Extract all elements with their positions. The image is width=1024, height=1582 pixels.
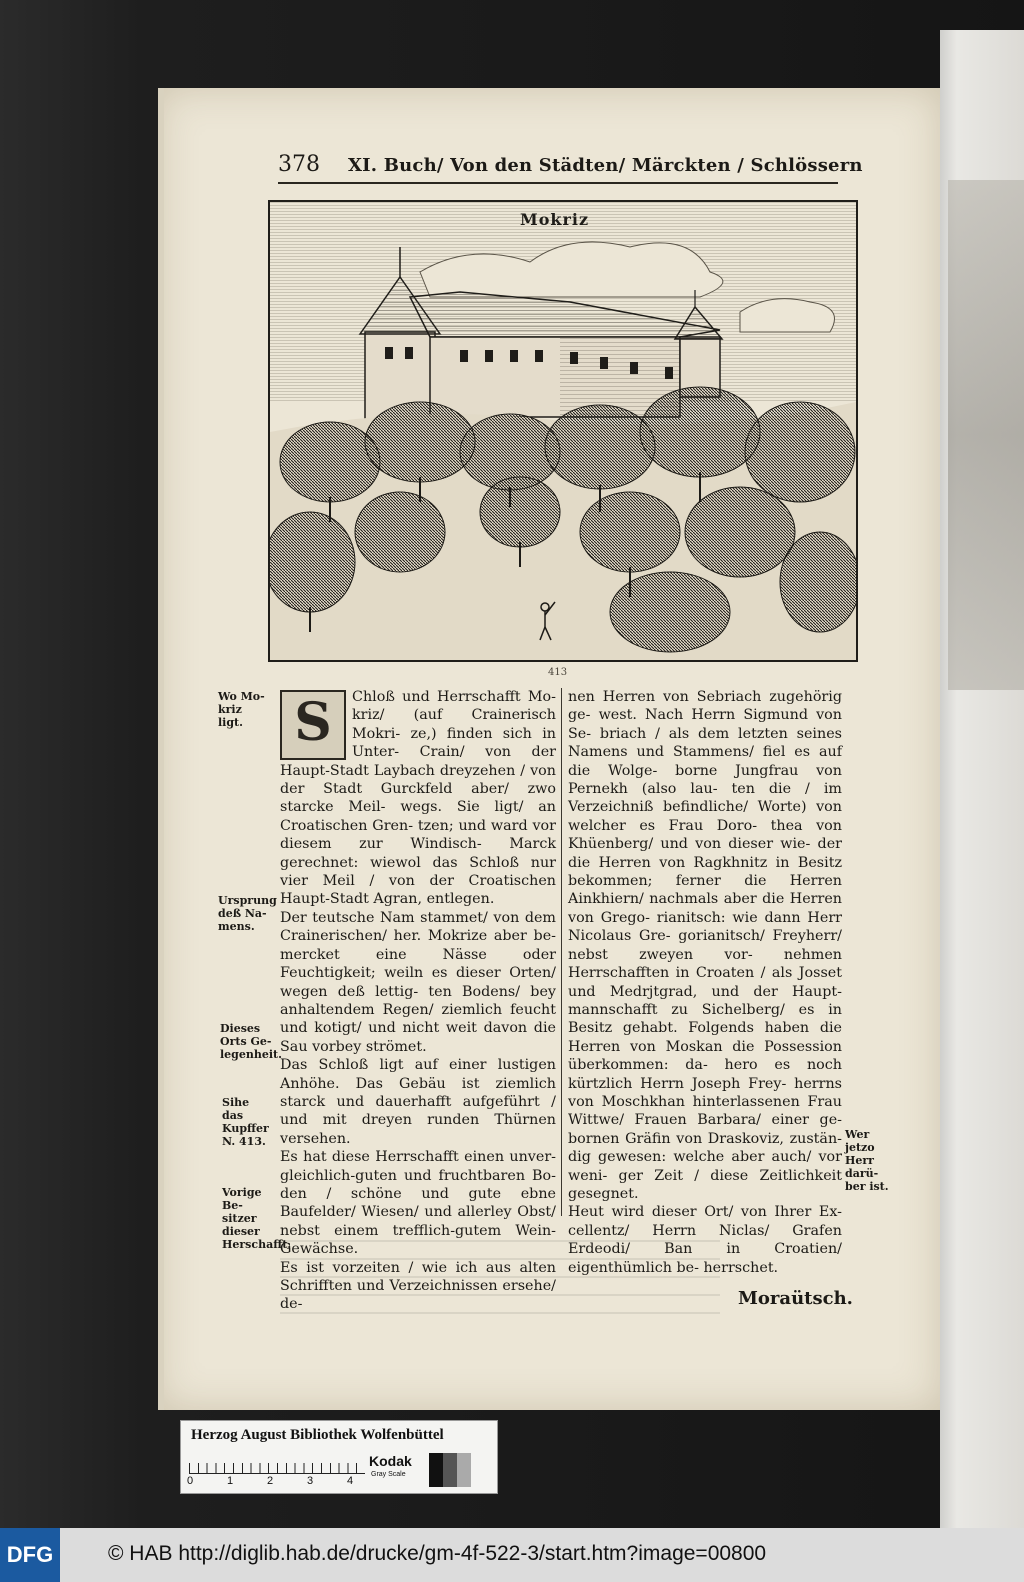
library-name: Herzog August Bibliothek Wolfenbüttel	[191, 1427, 444, 1443]
scale-ruler	[189, 1453, 365, 1474]
paragraph: Chloß und Herrschafft Mo- kriz/ (auf Crainerisch Mokri- ze,) finden sich in Unter- Crain/ von der Haupt-Stadt Laybach dreyzehen / von der Stadt Gurckfeld aber/ zwo starcke Meil- wegs. Sie ligt/ an Croatischen Gren- tzen; und ward vor diesem zur Windisch- Marck gerechnet: wiewol das Schloß nur vier Meil / von der Croatischen Haupt-Stadt Agran, entlegen.	[280, 689, 556, 908]
marginal-note-see-plate: Sihe das Kupffer N. 413.	[222, 1096, 269, 1148]
footer-bar	[0, 1528, 1024, 1582]
facing-page-image-bleed	[948, 180, 1024, 690]
page-left-edge	[158, 88, 164, 1410]
ruler-number: 1	[227, 1475, 234, 1487]
paragraph: Es hat diese Herrschafft einen unver- gleichlich-guten und fruchtbaren Bo- den / schöne und gute ebne Baufelder/ Wiesen/ und allerley Obst/ nebst einem trefflich-gutem Wein-Gewächse.	[280, 1149, 556, 1258]
dfg-logo: DFG	[0, 1528, 60, 1582]
catchword: Moraütsch.	[738, 1288, 853, 1309]
marginal-note-location: Wo Mo- kriz ligt.	[218, 690, 265, 729]
plate-number: 413	[548, 667, 568, 678]
gray-patches	[429, 1453, 485, 1487]
marginal-note-current-owner: Wer jetzo Herr darü- ber ist.	[845, 1128, 889, 1193]
paragraph: Es ist vorzeiten / wie ich aus alten Schrifften und Verzeichnissen ersehe/ de-	[280, 1259, 556, 1313]
paragraph: Der teutsche Nam stammet/ von dem Crainerischen/ her. Mokrize aber be- mercket eine Nässe oder Feuchtigkeit; weiln es dieser Orten/ wegen deß lettig- ten Bodens/ bey anhaltendem Regen/ ziemlich feucht und kotigt/ und nicht weit davon die Sau vorbey strömet.	[280, 909, 556, 1055]
ruler-number: 0	[187, 1475, 194, 1487]
header-rule	[278, 182, 838, 184]
kodak-label: Kodak	[369, 1453, 412, 1469]
marginal-note-origin-of-name: Ursprung deß Na- mens.	[218, 894, 277, 933]
ruler-number: 2	[267, 1475, 274, 1487]
paragraph: Das Schloß ligt auf einer lustigen Anhöhe. Das Gebäu ist ziemlich starck und dauerhafft aufgeführt / und mit dreyen runden Thürnen versehen.	[280, 1057, 556, 1147]
ruler-number: 4	[347, 1475, 354, 1487]
page-number: 378	[278, 152, 320, 177]
castle-engraving	[268, 200, 858, 662]
ruler-number: 3	[307, 1475, 314, 1487]
page-header	[278, 150, 863, 180]
facing-page-edge	[940, 30, 1024, 1530]
plate-title: Mokriz	[520, 210, 590, 229]
paragraph: Heut wird dieser Ort/ von Ihrer Ex- cellentz/ Herrn Niclas/ Grafen Erdeodi/ Ban in Croatien/ eigenthümlich be- herrschet.	[568, 1204, 842, 1276]
show-through-text	[280, 1240, 720, 1320]
text-column-left	[280, 688, 556, 1314]
marginal-note-situation: Dieses Orts Ge- legenheit.	[220, 1022, 282, 1061]
color-calibration-bar	[180, 1420, 498, 1494]
running-head: XI. Buch/ Von den Städten/ Märckten / Schlössern	[348, 155, 863, 176]
column-divider	[561, 688, 562, 1216]
footer-citation-link[interactable]: © HAB http://diglib.hab.de/drucke/gm-4f-522-3/start.htm?image=00800	[108, 1542, 767, 1565]
decorated-initial: S	[280, 690, 346, 760]
paragraph: nen Herren von Sebriach zugehörig ge- west. Nach Herrn Sigmund von Se- briach / als dem letzten seines Namens und Stammens/ fiel es auf die Wolge- borne Jungfrau von Pernekh (also lau- ten die / im Verzeichniß befindliche/ Worte) von welcher es Frau Doro- thea von Khüenberg/ und von dieser wie- der die Herren von Ragkhnitz in Besitz bekommen; ferner die Herren Ainkhiern/ nachmals aber die Herren von Grego- rianitsch: wie dann Herr Nicolaus Gre- gorianitsch/ Freyherr/ nebst zweyen vor- nehmen Herrschafften in Croaten / als Josset und Medrjtgrad, und der Haupt- mannschafft zu Sichelberg/ es in Besitz gehabt. Folgends haben die Herren von Moskan die Possession überkommen: da- hero es noch kürtzlich Herrn Joseph Frey- herrns von Moschkhan hinterlassenen Frau Wittwe/ Frauen Barbara/ einer ge- bornen Gräfin von Draskoviz, zustän- dig gewesen: welche aber auch/ vor weni- ger Zeit / diese Zeitlichkeit gesegnet.	[568, 689, 842, 1202]
marginal-note-former-owners: Vorige Be- sitzer dieser Herschafft.	[222, 1186, 292, 1251]
gray-scale-label: Gray Scale	[371, 1471, 406, 1478]
text-column-right	[568, 688, 842, 1277]
engraving-drawing	[270, 202, 856, 660]
